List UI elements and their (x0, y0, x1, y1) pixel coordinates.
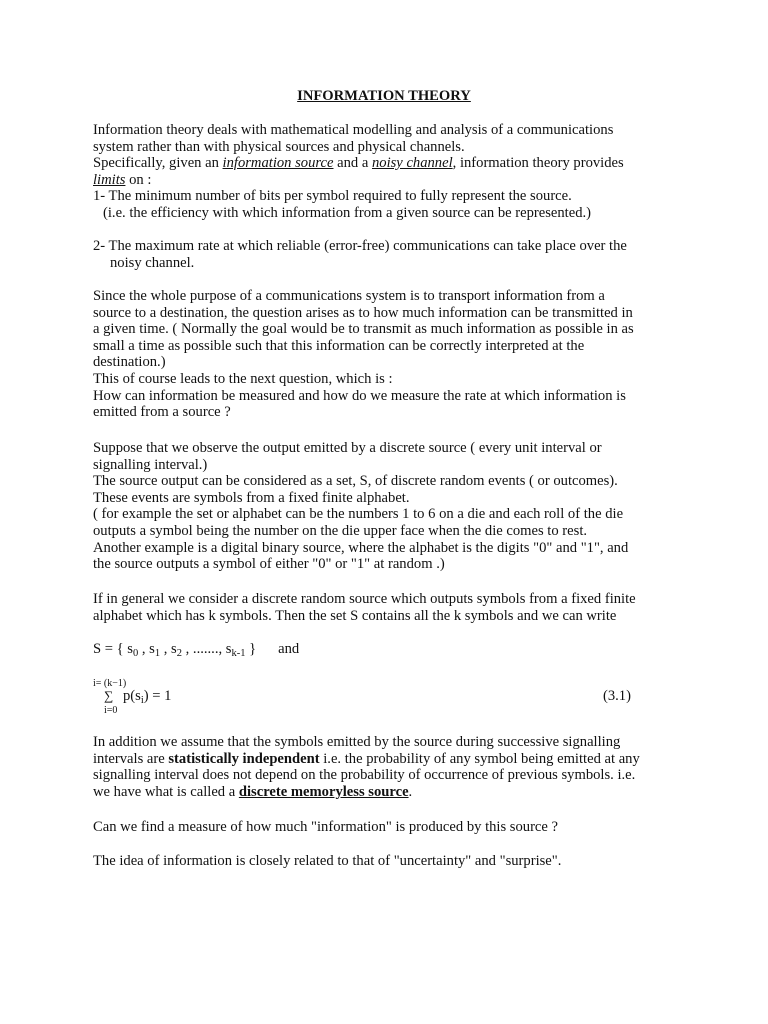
math-text: S = { s (93, 641, 133, 657)
set-equation (93, 641, 299, 658)
intro-line-4 (93, 172, 703, 189)
text-line: These events are symbols from a fixed finite alphabet. (93, 489, 410, 506)
intro-line-1: Information theory deals with mathematical modelling and analysis of a communications (93, 122, 614, 138)
text-line: ( for example the set or alphabet can be the numbers 1 to 6 on a die and each roll of the die (93, 506, 624, 523)
math-text: } (245, 641, 257, 657)
text-line: small a time as possible such that this information can be correctly interpreted at the (93, 337, 585, 354)
text-span: intervals are (93, 750, 169, 767)
text-line: The idea of information is closely related to that of "uncertainty" and "surprise". (93, 853, 562, 869)
intro-text: Specifically, given an (93, 155, 223, 172)
sum-expression (123, 688, 171, 705)
term-information-source: information source (222, 155, 334, 172)
list-item-2-cont: noisy channel. (110, 254, 195, 271)
summation-symbol: ∑ (104, 688, 114, 703)
intro-text: , information theory provides (452, 155, 624, 172)
text-line: destination.) (93, 354, 166, 371)
math-subscript: 2 (176, 648, 182, 659)
term-limits: limits (93, 171, 126, 188)
intro-line-2: system rather than with physical sources and physical channels. (93, 138, 465, 155)
text-line: How can information be measured and how do we measure the rate at which information is (93, 387, 626, 404)
text-span: we have what is called a (93, 783, 239, 800)
intro-line-3 (93, 155, 703, 172)
page-title: INFORMATION THEORY (297, 88, 471, 104)
intro-text: and a (333, 155, 372, 172)
paragraph-discrete-source (93, 440, 703, 573)
list-item-1-note: (i.e. the efficiency with which information from a given source can be represented.) (103, 204, 592, 221)
paragraph-purpose (93, 288, 703, 421)
paragraph-question (93, 819, 703, 836)
math-subscript: 1 (154, 648, 161, 659)
text-line: signalling interval does not depend on the probability of occurrence of previous symbols. i.e. (93, 767, 636, 784)
term-discrete-memoryless-source: discrete memoryless source (238, 783, 409, 800)
term-statistically-independent: statistically independent (168, 750, 320, 767)
list-item-1: 1- The minimum number of bits per symbol required to fully represent the source. (93, 188, 572, 205)
math-text: p(s (123, 688, 141, 704)
sum-upper-limit: i= (k−1) (93, 678, 127, 689)
math-text: , s (138, 641, 155, 657)
text-line (93, 751, 703, 768)
text-line: signalling interval.) (93, 456, 208, 473)
math-text: , ......., s (181, 641, 232, 657)
math-text: ) = 1 (143, 688, 172, 704)
intro-paragraph (93, 122, 703, 271)
text-line: The source output can be considered as a set, S, of discrete random events ( or outcomes). (93, 473, 618, 490)
text-span: . (408, 783, 413, 800)
equation-number: (3.1) (603, 688, 631, 704)
math-and: and (278, 641, 300, 657)
text-line: Can we find a measure of how much "information" is produced by this source ? (93, 819, 559, 835)
text-line: source to a destination, the question arises as to how much information can be transmitted in (93, 304, 633, 321)
text-line: Since the whole purpose of a communications system is to transport information from a (93, 288, 605, 304)
text-line: emitted from a source ? (93, 404, 231, 421)
text-line: Another example is a digital binary source, where the alphabet is the digits "0" and "1", and (93, 539, 629, 556)
text-line: In addition we assume that the symbols emitted by the source during successive signalling (93, 734, 621, 750)
math-subscript: 0 (132, 648, 139, 659)
text-span: i.e. the probability of any symbol being emitted at any (319, 750, 640, 767)
paragraph-k-symbols (93, 591, 703, 624)
text-line (93, 784, 703, 801)
text-line: outputs a symbol being the number on the die upper face when the die comes to rest. (93, 522, 588, 539)
text-line: a given time. ( Normally the goal would be to transmit as much information as possible in as (93, 321, 634, 338)
text-line: the source outputs a symbol of either "0" or "1" at random .) (93, 556, 445, 573)
text-line: This of course leads to the next question, which is : (93, 370, 393, 387)
list-item-2: 2- The maximum rate at which reliable (error-free) communications can take place over the (93, 238, 627, 255)
term-noisy-channel: noisy channel (371, 155, 453, 172)
paragraph-memoryless (93, 734, 703, 800)
text-line: If in general we consider a discrete random source which outputs symbols from a fixed finite (93, 591, 636, 607)
math-subscript: i (140, 695, 144, 706)
math-text: , s (160, 641, 177, 657)
intro-text: on : (125, 171, 152, 188)
math-subscript: k-1 (231, 648, 246, 659)
text-line: Suppose that we observe the output emitted by a discrete source ( every unit interval or (93, 440, 602, 456)
sum-lower-limit: i=0 (104, 705, 118, 716)
paragraph-uncertainty (93, 853, 703, 870)
text-line: alphabet which has k symbols. Then the set S contains all the k symbols and we can write (93, 607, 617, 624)
